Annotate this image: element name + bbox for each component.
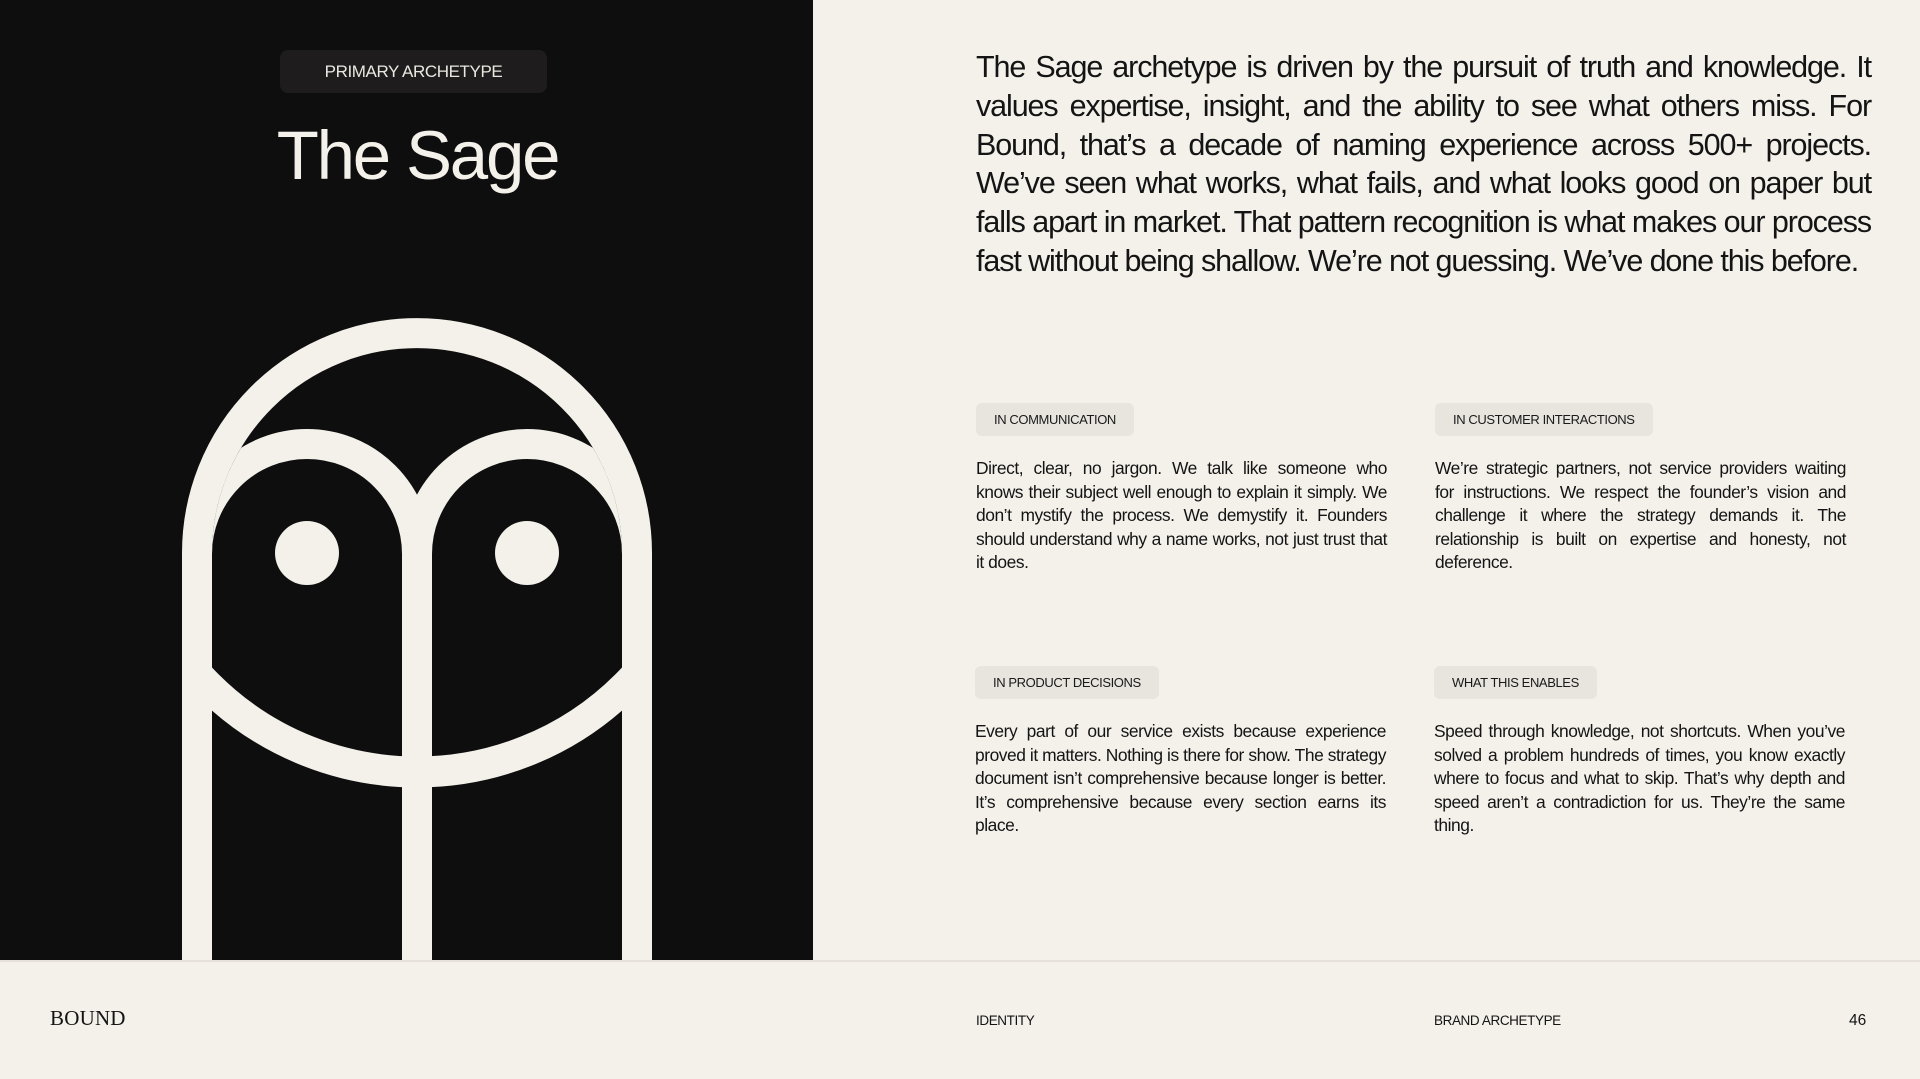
footer-section: IDENTITY — [976, 1013, 1035, 1028]
card-body: We’re strategic partners, not service providers waiting for instructions. We respect the founder’s vision and challenge it where the strategy demands it. The relationship is built on expertise and honesty, not deference. — [1435, 458, 1846, 572]
card-body: Every part of our service exists because experience proved it matters. Nothing is there for show. The strategy document isn’t comprehensive because longer is better. It’s comprehensive because every section earns its place. — [975, 721, 1386, 835]
right-pupil — [495, 521, 559, 585]
page-number: 46 — [1849, 1012, 1867, 1029]
archetype-panel — [0, 0, 813, 960]
card-communication — [976, 403, 1387, 575]
card-tag: IN COMMUNICATION — [976, 403, 1134, 436]
eyebrow-tag: PRIMARY ARCHETYPE — [280, 50, 547, 93]
card-product-decisions — [975, 666, 1386, 838]
card-what-this-enables — [1434, 666, 1845, 838]
footer-divider — [0, 960, 1920, 962]
page-title: The Sage — [276, 117, 559, 194]
intro-paragraph: The Sage archetype is driven by the pursuit of truth and knowledge. It values expertise, insight, and the ability to see what others miss. For Bound, that’s a decade of naming experience across 500+ projects. We’ve seen what works, what fails, and what looks good on paper but falls apart in market. That pattern recognition is what makes our process fast without being shallow. We’re not guessing. We’ve done this before. — [976, 50, 1871, 278]
card-body: Direct, clear, no jargon. We talk like someone who knows their subject well enough to explain it simply. We don’t mystify the process. We demystify it. Founders should understand why a name works, not just trust that it does. — [976, 458, 1387, 572]
card-tag: IN PRODUCT DECISIONS — [975, 666, 1159, 699]
left-pupil — [275, 521, 339, 585]
card-tag: IN CUSTOMER INTERACTIONS — [1435, 403, 1653, 436]
footer-subsection: BRAND ARCHETYPE — [1434, 1013, 1561, 1028]
card-tag: WHAT THIS ENABLES — [1434, 666, 1597, 699]
card-customer-interactions — [1435, 403, 1846, 575]
footer-logo: BOUND — [50, 1006, 126, 1030]
card-body: Speed through knowledge, not shortcuts. When you’ve solved a problem hundreds of times, you know exactly where to focus and what to skip. That’s why depth and speed aren’t a contradiction for us. They’re the same thing. — [1434, 721, 1845, 835]
